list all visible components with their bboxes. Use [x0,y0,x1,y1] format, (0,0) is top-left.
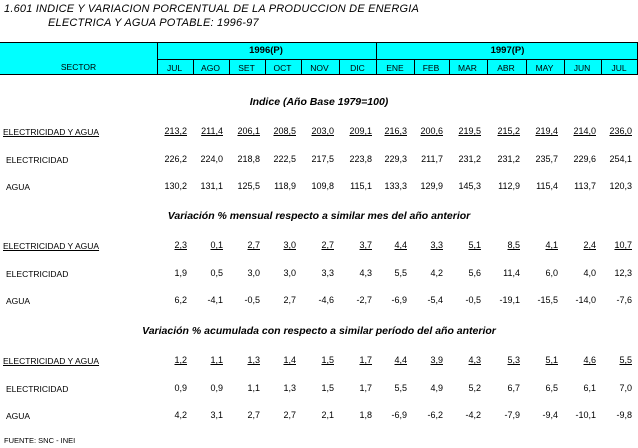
table-cell: 229,3 [384,154,407,164]
table-cell: 4,1 [545,240,558,250]
table-cell: 4,4 [394,355,407,365]
table-cell: 2,7 [283,295,296,305]
month-header-jun: JUN [573,63,591,73]
table-cell: -14,0 [575,295,596,305]
table-cell: 1,9 [174,268,187,278]
table-cell: -9,4 [542,410,558,420]
row-label: AGUA [6,182,31,192]
table-cell: -7,9 [504,410,520,420]
row-label: ELECTRICIDAD [6,384,69,394]
table-cell: 125,5 [237,181,260,191]
table-cell: 6,2 [174,295,187,305]
table-cell: -6,2 [427,410,443,420]
table-cell: -4,1 [207,295,223,305]
table-cell: 133,3 [384,181,407,191]
sector-header: SECTOR [60,62,97,72]
table-cell: 6,5 [545,383,558,393]
table-cell: 2,7 [247,240,260,250]
table-title-line1: 1.601 INDICE Y VARIACION PORCENTUAL DE LA PRODUCCION DE ENERGIA [4,3,420,15]
table-cell: -2,7 [356,295,372,305]
table-cell: 145,3 [458,181,481,191]
table-cell: 206,1 [237,126,260,136]
table-cell: 236,0 [609,126,632,136]
table-cell: 4,4 [394,240,407,250]
table-cell: 218,8 [237,154,260,164]
table-cell: 5,1 [468,240,481,250]
month-header-nov: NOV [310,63,329,73]
table-cell: 1,3 [283,383,296,393]
table-cell: 131,1 [200,181,223,191]
table-cell: 0,9 [174,383,187,393]
year-1996-header: 1996(P) [249,45,283,56]
month-header-jul: JUL [611,63,627,73]
table-cell: 130,2 [164,181,187,191]
table-cell: 1,7 [359,383,372,393]
table-cell: 4,0 [583,268,596,278]
table-cell: 2,7 [247,410,260,420]
table-cell: 115,4 [536,181,558,191]
month-header-feb: FEB [422,63,440,73]
table-cell: 113,7 [574,181,596,191]
table-cell: 6,1 [583,383,596,393]
table-cell: -7,6 [616,295,632,305]
table-cell: 118,9 [274,181,296,191]
table-cell: 1,5 [321,355,334,365]
month-header-ago: AGO [201,63,220,73]
table-cell: 7,0 [619,383,632,393]
table-cell: 254,1 [609,154,632,164]
table-cell: 1,8 [359,410,372,420]
table-cell: 2,7 [321,240,334,250]
table-cell: 120,3 [609,181,632,191]
table-cell: 109,8 [311,181,334,191]
table-cell: 209,1 [349,126,372,136]
month-header-abr: ABR [497,63,515,73]
table-cell: -5,4 [427,295,443,305]
table-cell: 3,0 [283,240,296,250]
table-cell: 4,3 [468,355,481,365]
table-cell: 10,7 [614,240,632,250]
row-label: AGUA [6,296,31,306]
header-bottom-border [0,74,638,75]
table-cell: 2,1 [321,410,334,420]
table-cell: 4,3 [359,268,372,278]
table-cell: 203,0 [311,126,334,136]
section-title: Variación % acumulada con respecto a similar período del año anterior [142,325,496,337]
row-label: ELECTRICIDAD Y AGUA [3,356,100,366]
table-cell: 211,7 [421,154,443,164]
table-cell: -10,1 [575,410,596,420]
table-cell: 235,7 [535,154,558,164]
table-cell: 1,5 [321,383,334,393]
table-cell: 112,9 [498,181,520,191]
table-cell: 2,4 [583,240,596,250]
month-header-mar: MAR [458,63,477,73]
row-label: AGUA [6,411,31,421]
row-label: ELECTRICIDAD [6,269,69,279]
table-cell: 231,2 [497,154,520,164]
table-cell: -15,5 [537,295,558,305]
table-cell: -19,1 [499,295,520,305]
table-cell: 208,5 [273,126,296,136]
table-cell: 200,6 [420,126,443,136]
table-cell: -4,6 [318,295,334,305]
table-cell: 4,2 [430,268,443,278]
table-cell: 213,2 [164,126,187,136]
row-label: ELECTRICIDAD [6,155,69,165]
table-cell: 3,7 [359,240,372,250]
table-cell: 0,5 [210,268,223,278]
table-cell: 5,2 [468,383,481,393]
table-cell: 5,5 [619,355,632,365]
table-cell: 11,4 [503,268,520,278]
table-cell: 4,2 [174,410,187,420]
table-cell: 4,6 [583,355,596,365]
table-cell: 1,2 [174,355,187,365]
table-cell: 3,0 [283,268,296,278]
table-cell: 3,1 [210,410,223,420]
table-cell: 3,9 [430,355,443,365]
table-cell: -0,5 [244,295,260,305]
table-cell: 1,3 [247,355,260,365]
month-header-jul: JUL [166,63,183,73]
month-header-may: MAY [535,63,554,73]
table-cell: 231,2 [458,154,481,164]
table-cell: 223,8 [349,154,372,164]
table-cell: 12,3 [614,268,632,278]
section-title: Indice (Año Base 1979=100) [249,96,389,108]
source-footer: FUENTE: SNC - INEI [4,436,76,445]
table-cell: 2,3 [174,240,187,250]
table-cell: 1,4 [283,355,296,365]
table-cell: 215,2 [497,126,520,136]
table-cell: -9,8 [616,410,632,420]
table-cell: 8,5 [507,240,520,250]
table-cell: 3,3 [321,268,334,278]
table-cell: 211,4 [201,126,223,136]
table-cell: 115,1 [350,181,372,191]
table-cell: 219,4 [535,126,558,136]
row-label: ELECTRICIDAD Y AGUA [3,241,100,251]
table-cell: 3,3 [430,240,443,250]
table-cell: 224,0 [200,154,223,164]
table-cell: 5,6 [468,268,481,278]
table-title-line2: ELECTRICA Y AGUA POTABLE: 1996-97 [48,17,259,29]
table-cell: -0,5 [465,295,481,305]
table-cell: -6,9 [391,295,407,305]
table-cell: -6,9 [391,410,407,420]
header-top-border [0,42,638,43]
table-cell: 214,0 [573,126,596,136]
section-title: Variación % mensual respecto a similar mes del año anterior [167,210,471,222]
month-header-oct: OCT [273,63,292,73]
month-header-dic: DIC [350,63,365,73]
table-cell: 1,1 [210,355,223,365]
table-cell: 216,3 [384,126,407,136]
table-cell: 217,5 [311,154,334,164]
table-cell: 5,1 [545,355,558,365]
table-cell: 6,0 [545,268,558,278]
year-1997-header: 1997(P) [490,45,525,56]
table-cell: 222,5 [273,154,296,164]
table-cell: 4,9 [430,383,443,393]
month-header-set: SET [238,63,255,73]
table-cell: 226,2 [164,154,187,164]
month-header-ene: ENE [386,63,404,73]
table-cell: 5,5 [394,268,407,278]
table-cell: 129,9 [420,181,443,191]
table-cell: 1,7 [359,355,372,365]
table-cell: 5,3 [507,355,520,365]
table-cell: -4,2 [465,410,481,420]
table-cell: 219,5 [458,126,481,136]
table-cell: 3,0 [247,268,260,278]
table-cell: 0,1 [210,240,223,250]
table-cell: 5,5 [394,383,407,393]
table-cell: 6,7 [507,383,520,393]
table-cell: 2,7 [283,410,296,420]
table-cell: 229,6 [573,154,596,164]
row-label: ELECTRICIDAD Y AGUA [3,127,100,137]
table-cell: 1,1 [247,383,260,393]
table-cell: 0,9 [210,383,223,393]
